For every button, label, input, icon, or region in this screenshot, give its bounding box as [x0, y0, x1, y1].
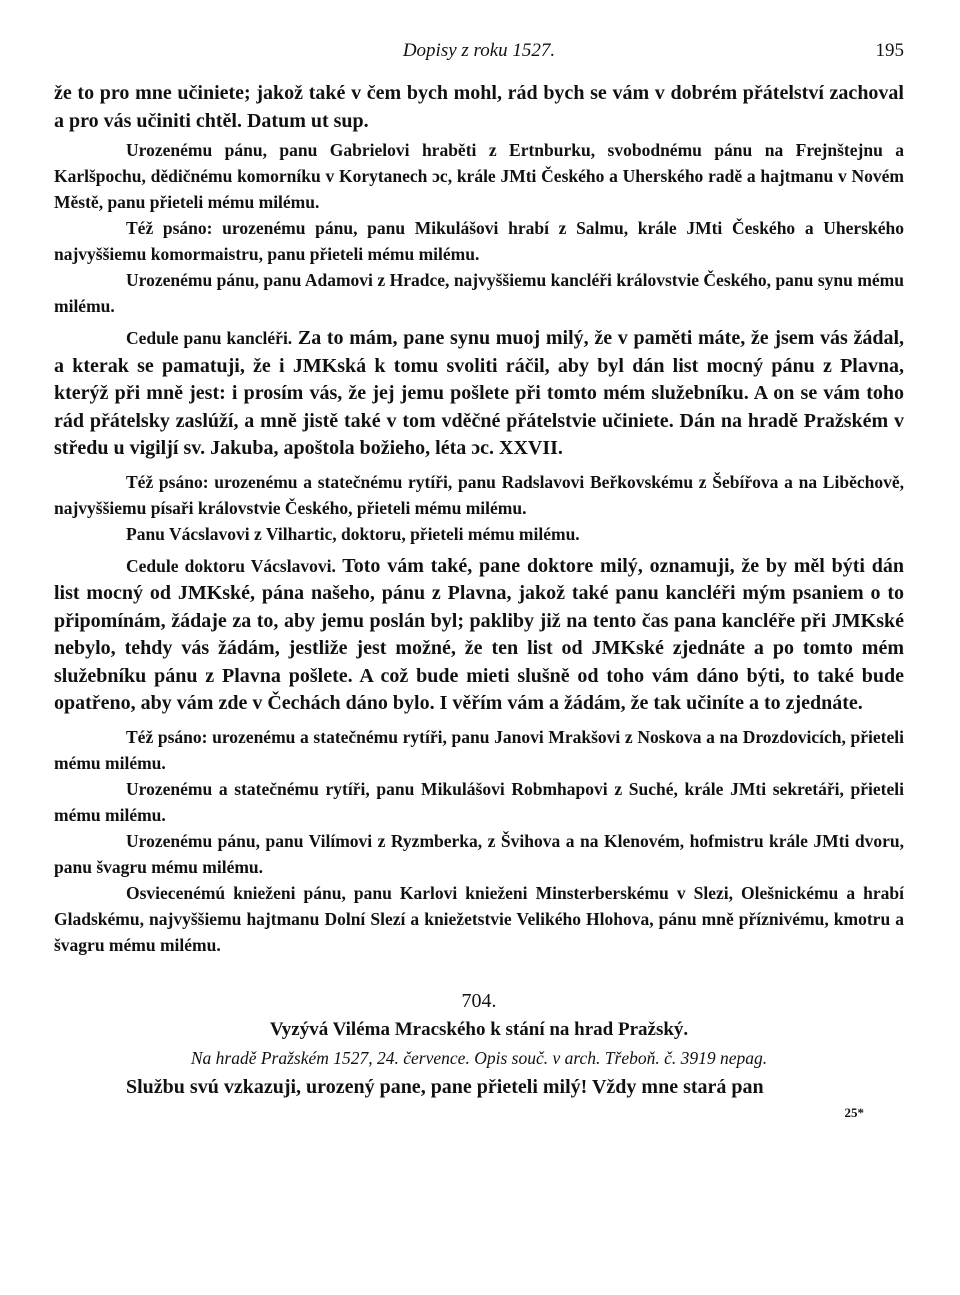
cedule-text: Toto vám také, pane doktore milý, oznamuji, že by měl býti dán list mocný od JMKské, pána našeho, pánu z Plavna, jakož také panu kancléři mým psaniem o to připomínám, žádaje za to, aby jemu poslán byl; pakliby již na tento čas pana kancléře při JMKské nebylo, tehdy vás žádám, jestliže jest možné, že ten list od JMKské zjednáte a po tomto mém služebníku pánu z Plavna pošlete. A což bude mieti slušně od toho vám dáno býti, to také bude opatřeno, aby vám zde v Čechách dáno bylo. I věřím vám a žádám, že tak učiníte a to zjednáte. — [54, 554, 904, 714]
address-mikulas-robmhap: Urozenému a statečnému rytíři, panu Mikulášovi Robmhapovi z Suché, krále JMti sekretáři, přieteli mému milému. — [54, 778, 904, 825]
address-karel: Osviecenémú knieženi pánu, panu Karlovi knieženi Minsterberskému v Slezi, Olešnickému a hrabí Gladskému, najvyššiemu hajtmanu Dolní Slezí a kniežetstvie Velikého Hlohova, pánu mně příznivému, kmotru a švagru mému milému. — [54, 882, 904, 955]
document-heading: Vyzývá Viléma Mracského k stání na hrad Pražský. — [269, 1018, 689, 1040]
page-number: 195 — [875, 40, 904, 61]
address-jan-mraksa: Též psáno: urozenému a statečnému rytíři, panu Janovi Mrakšovi z Noskova a na Drozdovicích, přieteli mému milému. — [54, 726, 904, 773]
cedule-label: Cedule panu kancléři. — [126, 328, 293, 348]
address-radslav: Též psáno: urozenému a statečnému rytíři, panu Radslavovi Beřkovskému z Šebířova a na Liběchově, najvyššiemu písaři královstvie Českého, přieteli mému milému. — [54, 471, 904, 518]
address-adam-hradec: Urozenému pánu, panu Adamovi z Hradce, najvyššiemu kancléři královstvie Českého, panu synu mému milému. — [54, 270, 904, 316]
paragraph-continuation: že to pro mne učiniete; jakož také v čem bych mohl, rád bych se vám v dobrém přátelství zachoval a pro vás učiniti chtěl. Datum ut sup. — [54, 82, 904, 132]
document-opening: Službu svú vzkazuji, urozený pane, pane přieteli milý! Vždy mne stará pan — [126, 1075, 764, 1098]
cedule-label: Cedule doktoru Vácslavovi. — [126, 555, 336, 576]
signature-mark: 25* — [844, 1105, 864, 1120]
paragraph-cedule-kancler — [54, 325, 904, 463]
cedule-text: Za to mám, pane synu muoj milý, že v paměti máte, že jsem vás žádal, a kterak se pamatuji, že i JMKská k tomu svoliti ráčil, aby byl dán list mocný pánu z Plavna, kterýž při mně jest: i prosím vás, že jej jemu pošlete při tomto mém služebníku. A on se vám toho rád přátelsky zaslúží, a mně jistě také v tom vděčné přátelstvie učiniete. Dán na hradě Pražském v středu u vigiljí sv. Jakuba, apoštola božieho, léta ɔc. XXVII. — [54, 327, 904, 459]
document-source: Na hradě Pražském 1527, 24. července. Opis souč. v arch. Třeboň. č. 3919 nepag. — [190, 1047, 768, 1068]
page — [54, 40, 904, 1121]
address-gabriel: Urozenému pánu, panu Gabrielovi hraběti z Ertnburku, svobodnému pánu na Frejnštejnu a Karlšpochu, dědičnému komorníku v Korytanech ɔc, krále JMti Českého a Uherského radě a hajtmanu v Novém Městě, panu přieteli mému milému. — [54, 140, 904, 212]
paragraph-cedule-doktor — [54, 553, 904, 718]
address-vaclav: Panu Vácslavovi z Vilhartic, doktoru, přieteli mému milému. — [126, 523, 580, 544]
address-mikulas-salm: Též psáno: urozenému pánu, panu Mikulášovi hrabí z Salmu, krále JMti Českého a Uherského najvyššiemu komormaistru, panu přieteli mému milému. — [54, 218, 904, 264]
running-title: Dopisy z roku 1527. — [402, 40, 556, 61]
document-number: 704. — [461, 989, 497, 1012]
page-header — [54, 40, 904, 80]
address-vilim: Urozenému pánu, panu Vilímovi z Ryzmberka, z Švihova a na Klenovém, hofmistru krále JMti dvoru, panu švagru mému milému. — [54, 830, 904, 877]
